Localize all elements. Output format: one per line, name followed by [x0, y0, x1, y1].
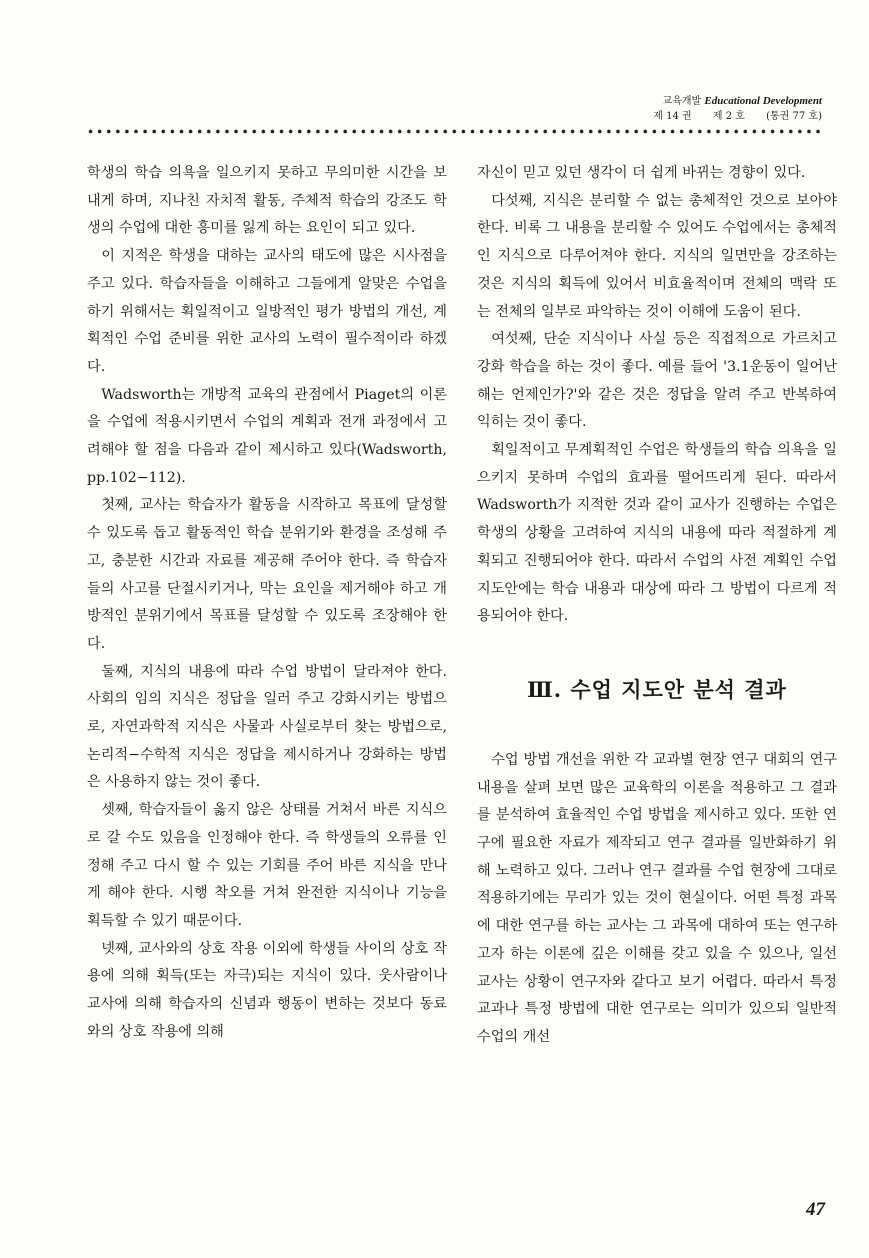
journal-title-en: Educational Development [704, 95, 822, 107]
issue-label: 제 2 호 [712, 111, 745, 122]
paragraph: 넷째, 교사와의 상호 작용 이외에 학생들 사이의 상호 작용에 의해 획득(또는 자극)되는 지식이 있다. 웃사람이나 교사에 의해 학습자의 신념과 행동이 변하는 것보다 동료와의 상호 작용에 의해 [87, 940, 447, 1040]
paragraph: 이 지적은 학생을 대하는 교사의 태도에 많은 시사점을 주고 있다. 학습자들을 이해하고 그들에게 알맞은 수업을 하기 위해서는 획일적이고 일방적인 평가 방법의 개선, 계획적인 수업 준비를 위한 교사의 노력이 필수적이라 하겠다. [87, 248, 447, 375]
paragraph: Wadsworth는 개방적 교육의 관점에서 Piaget의 이론을 수업에 적용시키면서 수업의 계획과 전개 과정에서 고려해야 할 점을 다음과 같이 제시하고 있다(Wadsworth, pp.102−112). [87, 386, 447, 486]
paragraph: 셋째, 학습자들이 옳지 않은 상태를 거쳐서 바른 지식으로 갈 수도 있음을 인정해야 한다. 즉 학생들의 오류를 인정해 주고 다시 할 수 있는 기회를 주어 바른 지식을 만나게 해야 한다. 시행 착오를 거쳐 완전한 지식이나 기능을 획득할 수 있기 때문이다. [87, 802, 447, 929]
right-column [477, 160, 837, 1052]
journal-title-ko: 교육개발 [662, 96, 702, 107]
page-number: 47 [806, 1199, 825, 1220]
paragraph: 자신이 믿고 있던 생각이 더 쉽게 바뀌는 경향이 있다. [477, 165, 806, 181]
paragraph: 첫째, 교사는 학습자가 활동을 시작하고 목표에 달성할 수 있도록 돕고 활동적인 학습 분위기와 환경을 조성해 주고, 충분한 시간과 자료를 제공해 주어야 한다. 즉 학습자들의 사고를 단절시키거나, 막는 요인을 제거해야 하고 개방적인 분위기에서 목표를 달성할 수 있도록 조장해야 한다. [87, 497, 447, 652]
section-heading: Ⅲ. 수업 지도안 분석 결과 [527, 676, 787, 702]
left-column [87, 160, 447, 1047]
running-header [653, 94, 822, 124]
journal-title [653, 94, 822, 109]
paragraph: 여섯째, 단순 지식이나 사실 등은 직접적으로 가르치고 강화 학습을 하는 것이 좋다. 예를 들어 '3.1운동이 일어난 해는 언제인가?'와 같은 것은 정답을 알려 주고 반복하여 익히는 것이 좋다. [477, 331, 837, 431]
serial-label: (통권 77 호) [766, 111, 822, 122]
paragraph: 둘째, 지식의 내용에 따라 수업 방법이 달라져야 한다. 사회의 임의 지식은 정답을 일러 주고 강화시키는 방법으로, 자연과학적 지식은 사물과 사실로부터 찾는 방법으로, 논리적−수학적 지식은 정답을 제시하거나 강화하는 방법은 사용하지 않는 것이 좋다. [87, 663, 447, 791]
paragraph: 학생의 학습 의욕을 일으키지 못하고 무의미한 시간을 보내게 하며, 지나친 자치적 활동, 주체적 학습의 강조도 학생의 수업에 대한 흥미를 잃게 하는 요인이 되고 있다. [87, 165, 447, 237]
header-dotted-rule [86, 128, 824, 135]
paragraph: 획일적이고 무계획적인 수업은 학생들의 학습 의욕을 일으키지 못하며 수업의 효과를 떨어뜨리게 된다. 따라서 Wadsworth가 지적한 것과 같이 교사가 진행하는 수업은 학생의 상황을 고려하여 지식의 내용에 따라 적절하게 계획되고 진행되어야 한다. 따라서 수업의 사전 계획인 수업 지도안에는 학습 내용과 대상에 따라 그 방법이 다르게 적용되어야 한다. [477, 442, 837, 625]
paragraph: 수업 방법 개선을 위한 각 교과별 현장 연구 대회의 연구 내용을 살펴 보면 많은 교육학의 이론을 적용하고 그 결과를 분석하여 효율적인 수업 방법을 제시하고 있다. 또한 연구에 필요한 자료가 제작되고 연구 결과를 일반화하기 위해 노력하고 있다. 그러나 연구 결과를 수업 현장에 그대로 적용하기에는 무리가 있는 것이 현실이다. 어떤 특정 과목에 대한 연구를 하는 교사는 그 과목에 대하여 또는 연구하고자 하는 이론에 깊은 이해를 갖고 있을 수 있으나, 일선교사는 상황이 연구자와 같다고 보기 어렵다. 따라서 특정 교과나 특정 방법에 대한 연구로는 의미가 있으되 일반적 수업의 개선 [477, 751, 837, 1045]
volume-label: 제 14 권 [653, 111, 692, 122]
issue-info [653, 109, 822, 124]
paragraph: 다섯째, 지식은 분리할 수 없는 총체적인 것으로 보아야 한다. 비록 그 내용을 분리할 수 있어도 수업에서는 총체적인 지식으로 다루어져야 한다. 지식의 일면만을 강조하는 것은 지식의 획득에 있어서 비효율적이며 전체의 맥락 또는 전체의 일부로 파악하는 것이 이해에 도움이 된다. [477, 192, 837, 320]
